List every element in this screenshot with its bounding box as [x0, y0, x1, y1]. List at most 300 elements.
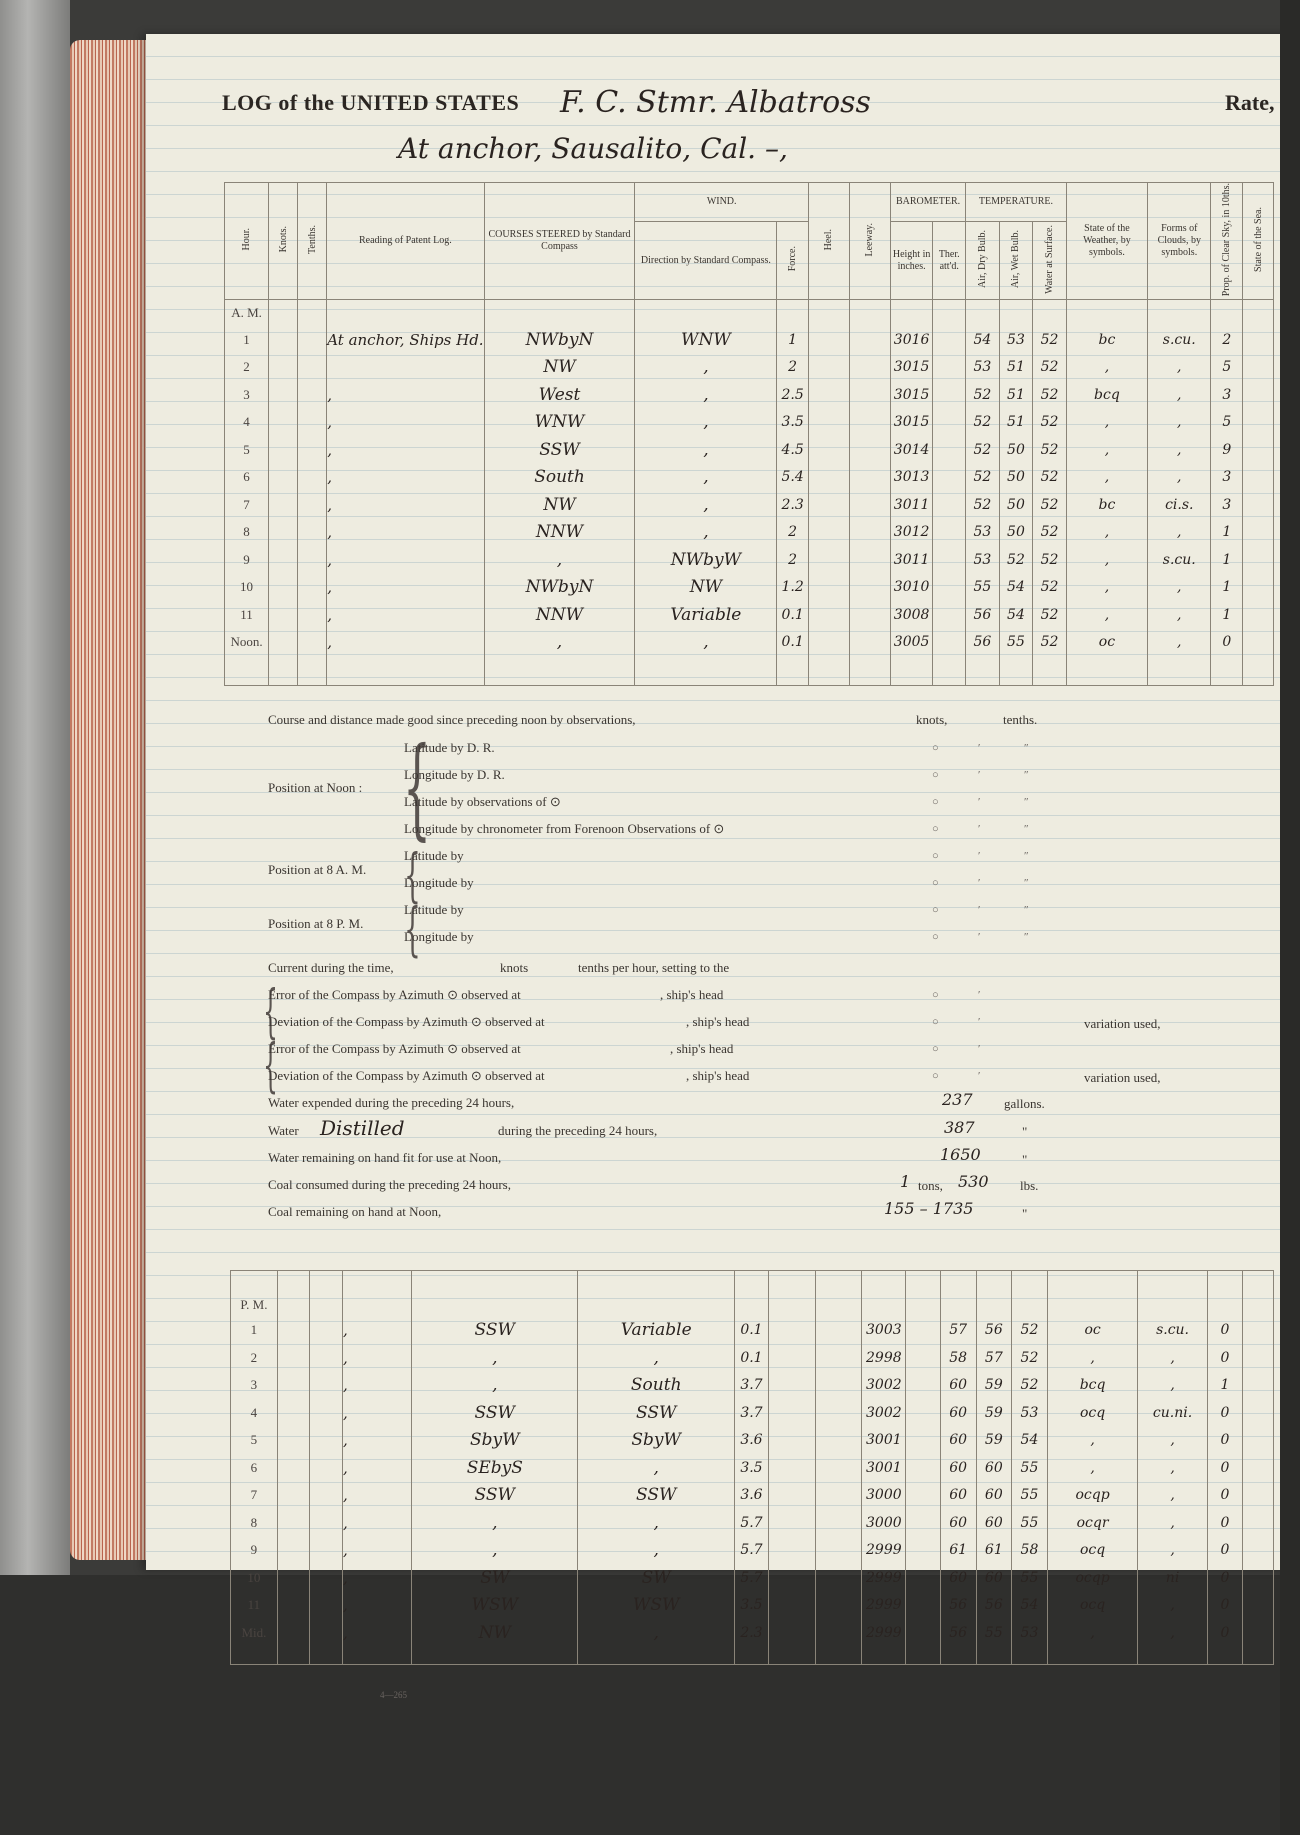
pm-cell-water: 53	[1012, 1619, 1048, 1647]
am-cell-wet: 50	[999, 436, 1033, 464]
ships-head-1: , ship's head	[660, 987, 724, 1002]
pm-cell-wet: 60	[976, 1509, 1012, 1537]
am-cell-hour: 7	[225, 491, 269, 519]
am-cell-course: SSW	[484, 436, 635, 464]
position-min-mark: ′	[978, 904, 981, 916]
am-cell-knots	[269, 628, 298, 656]
am-cell-dry: 56	[966, 628, 1000, 656]
position-min-mark: ′	[978, 877, 981, 889]
am-cell-dry: 52	[966, 381, 1000, 409]
am-cell-force: 2	[777, 518, 809, 546]
am-cell-wind: Variable	[635, 601, 777, 629]
am-cell-clouds: s.cu.	[1148, 546, 1211, 574]
position-deg-mark: ○	[932, 850, 939, 862]
current-tenths: tenths per hour, setting to the	[578, 960, 730, 975]
water-distilled-value: 387	[944, 1118, 975, 1137]
pm-cell-force: 0.1	[735, 1317, 769, 1345]
am-cell-log: ,	[327, 381, 484, 409]
col-force: Force.	[777, 221, 809, 300]
pm-cell-wet: 60	[976, 1564, 1012, 1592]
pm-cell-dry: 60	[940, 1454, 976, 1482]
position-min-mark: ′	[978, 1016, 981, 1028]
am-cell-leeway	[849, 326, 890, 354]
pm-cell-log: ,	[343, 1564, 412, 1592]
am-cell-clouds: ,	[1148, 573, 1211, 601]
am-cell-clear: 5	[1211, 408, 1243, 436]
deviation-compass-1: Deviation of the Compass by Azimuth ⊙ observed at	[268, 1014, 545, 1029]
pm-label: P. M.	[231, 1293, 278, 1317]
col-heel: Heel.	[808, 183, 849, 300]
pm-cell-ther	[906, 1454, 941, 1482]
pm-cell-knots	[277, 1317, 310, 1345]
position-deg-mark: ○	[932, 904, 939, 916]
col-leeway: Leeway.	[849, 183, 890, 300]
am-cell-course: NNW	[484, 601, 635, 629]
am-cell-hour: 1	[225, 326, 269, 354]
am-cell-ther	[933, 326, 966, 354]
am-cell-water: 52	[1033, 518, 1067, 546]
am-cell-dry: 52	[966, 463, 1000, 491]
am-cell-log: ,	[327, 463, 484, 491]
pm-cell-ther	[906, 1344, 941, 1372]
right-edge-background	[1280, 0, 1300, 1835]
pm-log-table	[230, 1270, 1274, 1665]
col-height: Height in inches.	[890, 221, 932, 300]
col-courses: COURSES STEERED by Standard Compass	[484, 183, 635, 300]
pm-cell-wind: SSW	[578, 1399, 735, 1427]
pm-cell-dry: 60	[940, 1399, 976, 1427]
pm-cell-course: SSW	[412, 1399, 578, 1427]
col-water-surface: Water at Surface.	[1033, 221, 1067, 300]
pm-cell-clear: 0	[1207, 1619, 1243, 1647]
pm-cell-sea	[1243, 1564, 1274, 1592]
pm-cell-tenths	[310, 1564, 343, 1592]
pm-cell-heel	[768, 1427, 815, 1455]
am-cell-water: 52	[1033, 408, 1067, 436]
pm-cell-clear: 0	[1207, 1454, 1243, 1482]
pm-cell-course: ,	[412, 1509, 578, 1537]
gallons-label: gallons.	[1004, 1096, 1045, 1111]
lbs-label: lbs.	[1020, 1178, 1039, 1193]
pm-cell-height: 3001	[862, 1427, 906, 1455]
pm-cell-height: 3000	[862, 1482, 906, 1510]
pm-cell-log: ,	[343, 1537, 412, 1565]
pm-cell-tenths	[310, 1427, 343, 1455]
am-cell-hour: 9	[225, 546, 269, 574]
am-cell-wet: 51	[999, 353, 1033, 381]
pm-cell-clouds: ni	[1138, 1564, 1207, 1592]
am-cell-height: 3008	[890, 601, 932, 629]
am-cell-tenths	[298, 546, 327, 574]
am-cell-log: ,	[327, 408, 484, 436]
am-cell-wet: 51	[999, 381, 1033, 409]
am-cell-wet: 54	[999, 573, 1033, 601]
pm-cell-wind: SSW	[578, 1482, 735, 1510]
am-cell-leeway	[849, 408, 890, 436]
table-row	[231, 1564, 1274, 1592]
pm-cell-course: ,	[412, 1537, 578, 1565]
form-number: 4—265	[380, 1690, 407, 1700]
am-cell-hour: 6	[225, 463, 269, 491]
pm-cell-leeway	[815, 1344, 862, 1372]
tenths-label: tenths.	[1003, 712, 1038, 727]
am-cell-clear: 1	[1211, 573, 1243, 601]
position-sec-mark: ″	[1024, 931, 1029, 943]
am-cell-log: ,	[327, 601, 484, 629]
position-sec-mark: ″	[1024, 904, 1029, 916]
am-cell-weather: ,	[1066, 518, 1147, 546]
am-cell-ther	[933, 436, 966, 464]
pm-cell-dry: 56	[940, 1619, 976, 1647]
col-knots: Knots.	[269, 183, 298, 300]
am-cell-water: 52	[1033, 463, 1067, 491]
pm-cell-force: 3.7	[735, 1399, 769, 1427]
ships-head-3: , ship's head	[670, 1041, 734, 1056]
am-cell-height: 3015	[890, 353, 932, 381]
am-cell-hour: 5	[225, 436, 269, 464]
pm-cell-weather: ocq	[1047, 1537, 1138, 1565]
am-cell-hour: Noon.	[225, 628, 269, 656]
pm-cell-heel	[768, 1399, 815, 1427]
col-patent-log: Reading of Patent Log.	[327, 183, 484, 300]
pm-cell-wind: South	[578, 1372, 735, 1400]
pm-cell-hour: 1	[231, 1317, 278, 1345]
am-cell-clear: 5	[1211, 353, 1243, 381]
table-row	[225, 491, 1274, 519]
position-min-mark: ′	[978, 769, 981, 781]
am-cell-clear: 3	[1211, 381, 1243, 409]
position-sec-mark: ″	[1024, 796, 1029, 808]
pm-cell-course: SbyW	[412, 1427, 578, 1455]
pm-cell-water: 53	[1012, 1399, 1048, 1427]
pm-cell-weather: bcq	[1047, 1372, 1138, 1400]
pm-cell-tenths	[310, 1399, 343, 1427]
am-cell-ther	[933, 573, 966, 601]
pm-cell-wind: ,	[578, 1619, 735, 1647]
pm-cell-log: ,	[343, 1619, 412, 1647]
am-cell-wind: WNW	[635, 326, 777, 354]
pm-cell-height: 3002	[862, 1372, 906, 1400]
pm-cell-height: 2999	[862, 1564, 906, 1592]
pm-cell-force: 2.3	[735, 1619, 769, 1647]
table-row	[225, 573, 1274, 601]
am-cell-tenths	[298, 601, 327, 629]
table-row	[231, 1344, 1274, 1372]
pm-cell-sea	[1243, 1482, 1274, 1510]
table-row	[225, 463, 1274, 491]
am-cell-wind: ,	[635, 518, 777, 546]
am-cell-weather: ,	[1066, 353, 1147, 381]
pm-cell-hour: 10	[231, 1564, 278, 1592]
am-cell-height: 3015	[890, 408, 932, 436]
water-expended-value: 237	[942, 1090, 973, 1109]
pm-cell-weather: ,	[1047, 1344, 1138, 1372]
table-row	[231, 1372, 1274, 1400]
am-cell-ther	[933, 518, 966, 546]
pm-cell-ther	[906, 1592, 941, 1620]
pm-cell-dry: 58	[940, 1344, 976, 1372]
am-cell-force: 1.2	[777, 573, 809, 601]
am-cell-water: 52	[1033, 601, 1067, 629]
am-cell-log: ,	[327, 628, 484, 656]
am-cell-wind: NWbyW	[635, 546, 777, 574]
pm-cell-leeway	[815, 1509, 862, 1537]
table-row	[231, 1427, 1274, 1455]
pm-cell-ther	[906, 1427, 941, 1455]
pm-cell-weather: ocq	[1047, 1592, 1138, 1620]
position-deg-mark: ○	[932, 796, 939, 808]
pm-cell-force: 3.5	[735, 1454, 769, 1482]
pm-cell-weather: ocqp	[1047, 1482, 1138, 1510]
brace-8pm: {	[404, 895, 421, 963]
latitude-8am: Latitude by	[404, 848, 464, 863]
pm-cell-heel	[768, 1537, 815, 1565]
am-cell-course: WNW	[484, 408, 635, 436]
tons-label: tons,	[918, 1178, 943, 1193]
pm-cell-clouds: ,	[1138, 1592, 1207, 1620]
pm-cell-wind: ,	[578, 1454, 735, 1482]
position-deg-mark: ○	[932, 1016, 939, 1028]
am-cell-tenths	[298, 436, 327, 464]
pm-cell-knots	[277, 1454, 310, 1482]
am-cell-water: 52	[1033, 628, 1067, 656]
am-cell-sea	[1243, 326, 1274, 354]
am-cell-weather: ,	[1066, 436, 1147, 464]
am-cell-weather: ,	[1066, 601, 1147, 629]
am-cell-hour: 8	[225, 518, 269, 546]
pm-cell-wind: WSW	[578, 1592, 735, 1620]
pm-cell-sea	[1243, 1537, 1274, 1565]
pm-cell-wet: 56	[976, 1592, 1012, 1620]
am-cell-sea	[1243, 518, 1274, 546]
am-cell-knots	[269, 573, 298, 601]
coal-tons-value: 1	[900, 1172, 911, 1191]
am-cell-course: NWbyN	[484, 326, 635, 354]
am-cell-leeway	[849, 491, 890, 519]
am-cell-knots	[269, 518, 298, 546]
am-cell-sea	[1243, 408, 1274, 436]
am-cell-heel	[808, 491, 849, 519]
left-background	[0, 0, 70, 1835]
am-cell-leeway	[849, 518, 890, 546]
variation-used-2: variation used,	[1084, 1070, 1161, 1085]
am-cell-tenths	[298, 326, 327, 354]
error-compass-2: Error of the Compass by Azimuth ⊙ observed at	[268, 1041, 521, 1056]
pm-cell-height: 2999	[862, 1619, 906, 1647]
pm-cell-log: ,	[343, 1427, 412, 1455]
am-cell-ther	[933, 408, 966, 436]
am-cell-water: 52	[1033, 573, 1067, 601]
am-cell-clouds: ,	[1148, 381, 1211, 409]
pm-cell-tenths	[310, 1344, 343, 1372]
pm-cell-knots	[277, 1372, 310, 1400]
am-cell-height: 3012	[890, 518, 932, 546]
pm-cell-hour: 5	[231, 1427, 278, 1455]
pm-cell-clouds: ,	[1138, 1427, 1207, 1455]
water-remaining-label: Water remaining on hand fit for use at Noon,	[268, 1150, 502, 1165]
pm-cell-clouds: ,	[1138, 1372, 1207, 1400]
pm-cell-clouds: ,	[1138, 1454, 1207, 1482]
coal-lbs-value: 530	[958, 1172, 989, 1191]
pm-cell-knots	[277, 1619, 310, 1647]
pm-cell-wet: 60	[976, 1482, 1012, 1510]
table-row	[225, 546, 1274, 574]
pm-cell-weather: ocqr	[1047, 1509, 1138, 1537]
am-cell-leeway	[849, 546, 890, 574]
ditto-3: "	[1022, 1206, 1028, 1221]
pm-cell-tenths	[310, 1454, 343, 1482]
pm-cell-sea	[1243, 1454, 1274, 1482]
pm-cell-leeway	[815, 1592, 862, 1620]
am-cell-water: 52	[1033, 326, 1067, 354]
pm-cell-log: ,	[343, 1344, 412, 1372]
am-cell-tenths	[298, 491, 327, 519]
pm-cell-knots	[277, 1427, 310, 1455]
pm-cell-height: 3000	[862, 1509, 906, 1537]
am-cell-clear: 2	[1211, 326, 1243, 354]
am-cell-log: ,	[327, 573, 484, 601]
pm-cell-water: 55	[1012, 1564, 1048, 1592]
table-row	[231, 1399, 1274, 1427]
am-cell-weather: bc	[1066, 491, 1147, 519]
latitude-obs: Latitude by observations of ⊙	[404, 794, 561, 809]
error-compass-1: Error of the Compass by Azimuth ⊙ observed at	[268, 987, 521, 1002]
am-cell-ther	[933, 546, 966, 574]
pm-cell-log: ,	[343, 1372, 412, 1400]
col-temperature: TEMPERATURE.	[966, 183, 1067, 222]
am-cell-wet: 51	[999, 408, 1033, 436]
am-cell-ther	[933, 601, 966, 629]
am-cell-course: NNW	[484, 518, 635, 546]
table-row	[225, 381, 1274, 409]
am-cell-sea	[1243, 601, 1274, 629]
am-cell-heel	[808, 408, 849, 436]
am-cell-course: ,	[484, 546, 635, 574]
pm-cell-knots	[277, 1564, 310, 1592]
pm-cell-hour: 2	[231, 1344, 278, 1372]
pm-cell-wet: 59	[976, 1372, 1012, 1400]
am-cell-tenths	[298, 463, 327, 491]
am-cell-clear: 3	[1211, 463, 1243, 491]
table-row	[231, 1619, 1274, 1647]
col-air-wet: Air, Wet Bulb.	[999, 221, 1033, 300]
pm-cell-heel	[768, 1482, 815, 1510]
am-cell-leeway	[849, 628, 890, 656]
location-line: At anchor, Sausalito, Cal. –,	[398, 132, 788, 165]
rate-label: Rate,	[1225, 90, 1275, 115]
am-cell-log: ,	[327, 491, 484, 519]
am-cell-knots	[269, 436, 298, 464]
am-cell-tenths	[298, 573, 327, 601]
water-label: Water	[268, 1123, 299, 1138]
am-cell-log: At anchor, Ships Hd.	[327, 326, 484, 354]
water-remaining-value: 1650	[940, 1145, 981, 1164]
pm-cell-weather: ocqp	[1047, 1564, 1138, 1592]
am-cell-heel	[808, 353, 849, 381]
pm-cell-ther	[906, 1509, 941, 1537]
pm-cell-hour: 8	[231, 1509, 278, 1537]
am-cell-log: ,	[327, 546, 484, 574]
pm-cell-course: SSW	[412, 1317, 578, 1345]
pm-cell-wet: 57	[976, 1344, 1012, 1372]
pm-cell-ther	[906, 1399, 941, 1427]
pm-cell-leeway	[815, 1399, 862, 1427]
pm-cell-water: 55	[1012, 1509, 1048, 1537]
pm-cell-hour: 9	[231, 1537, 278, 1565]
pm-cell-clear: 0	[1207, 1399, 1243, 1427]
am-cell-ther	[933, 463, 966, 491]
am-cell-sea	[1243, 381, 1274, 409]
pm-cell-force: 5.7	[735, 1564, 769, 1592]
am-cell-clear: 3	[1211, 491, 1243, 519]
pm-cell-heel	[768, 1509, 815, 1537]
pm-cell-ther	[906, 1619, 941, 1647]
pm-cell-force: 0.1	[735, 1344, 769, 1372]
pm-cell-clear: 0	[1207, 1427, 1243, 1455]
am-cell-height: 3015	[890, 381, 932, 409]
water-during-label: during the preceding 24 hours,	[498, 1123, 658, 1138]
pm-cell-knots	[277, 1509, 310, 1537]
pm-cell-tenths	[310, 1537, 343, 1565]
col-clear-sky: Prop. of Clear Sky, in 10ths.	[1211, 183, 1243, 300]
pm-cell-course: SW	[412, 1564, 578, 1592]
pm-cell-height: 2998	[862, 1344, 906, 1372]
am-cell-weather: ,	[1066, 463, 1147, 491]
pm-cell-dry: 60	[940, 1509, 976, 1537]
am-cell-heel	[808, 463, 849, 491]
position-8am-label: Position at 8 A. M.	[268, 862, 367, 877]
pm-cell-ther	[906, 1317, 941, 1345]
am-cell-water: 52	[1033, 491, 1067, 519]
pm-cell-log: ,	[343, 1509, 412, 1537]
am-cell-water: 52	[1033, 353, 1067, 381]
pm-cell-wind: SbyW	[578, 1427, 735, 1455]
pm-cell-tenths	[310, 1482, 343, 1510]
pm-cell-heel	[768, 1564, 815, 1592]
page-title: LOG of the UNITED STATES	[222, 90, 520, 115]
am-cell-wet: 52	[999, 546, 1033, 574]
am-cell-clouds: ,	[1148, 463, 1211, 491]
am-cell-tenths	[298, 353, 327, 381]
am-cell-sea	[1243, 436, 1274, 464]
am-cell-clouds: ,	[1148, 436, 1211, 464]
pm-cell-clear: 0	[1207, 1592, 1243, 1620]
brace-8am: {	[404, 841, 421, 909]
pm-cell-leeway	[815, 1427, 862, 1455]
ditto-2: "	[1022, 1152, 1028, 1167]
pm-cell-weather: oc	[1047, 1317, 1138, 1345]
coal-remaining-value: 155 – 1735	[884, 1199, 974, 1218]
pm-cell-tenths	[310, 1619, 343, 1647]
col-sea: State of the Sea.	[1243, 183, 1274, 300]
position-sec-mark: ″	[1024, 850, 1029, 862]
am-cell-wind: ,	[635, 436, 777, 464]
pm-cell-ther	[906, 1482, 941, 1510]
am-label: A. M.	[225, 300, 269, 326]
position-min-mark: ′	[978, 742, 981, 754]
table-row	[231, 1454, 1274, 1482]
pm-cell-dry: 57	[940, 1317, 976, 1345]
position-min-mark: ′	[978, 989, 981, 1001]
knots-label: knots,	[916, 712, 948, 727]
pm-cell-course: WSW	[412, 1592, 578, 1620]
am-cell-sea	[1243, 628, 1274, 656]
pm-cell-weather: ,	[1047, 1427, 1138, 1455]
table-row	[231, 1537, 1274, 1565]
table-row	[225, 518, 1274, 546]
pm-cell-dry: 56	[940, 1592, 976, 1620]
am-log-table	[224, 182, 1274, 686]
